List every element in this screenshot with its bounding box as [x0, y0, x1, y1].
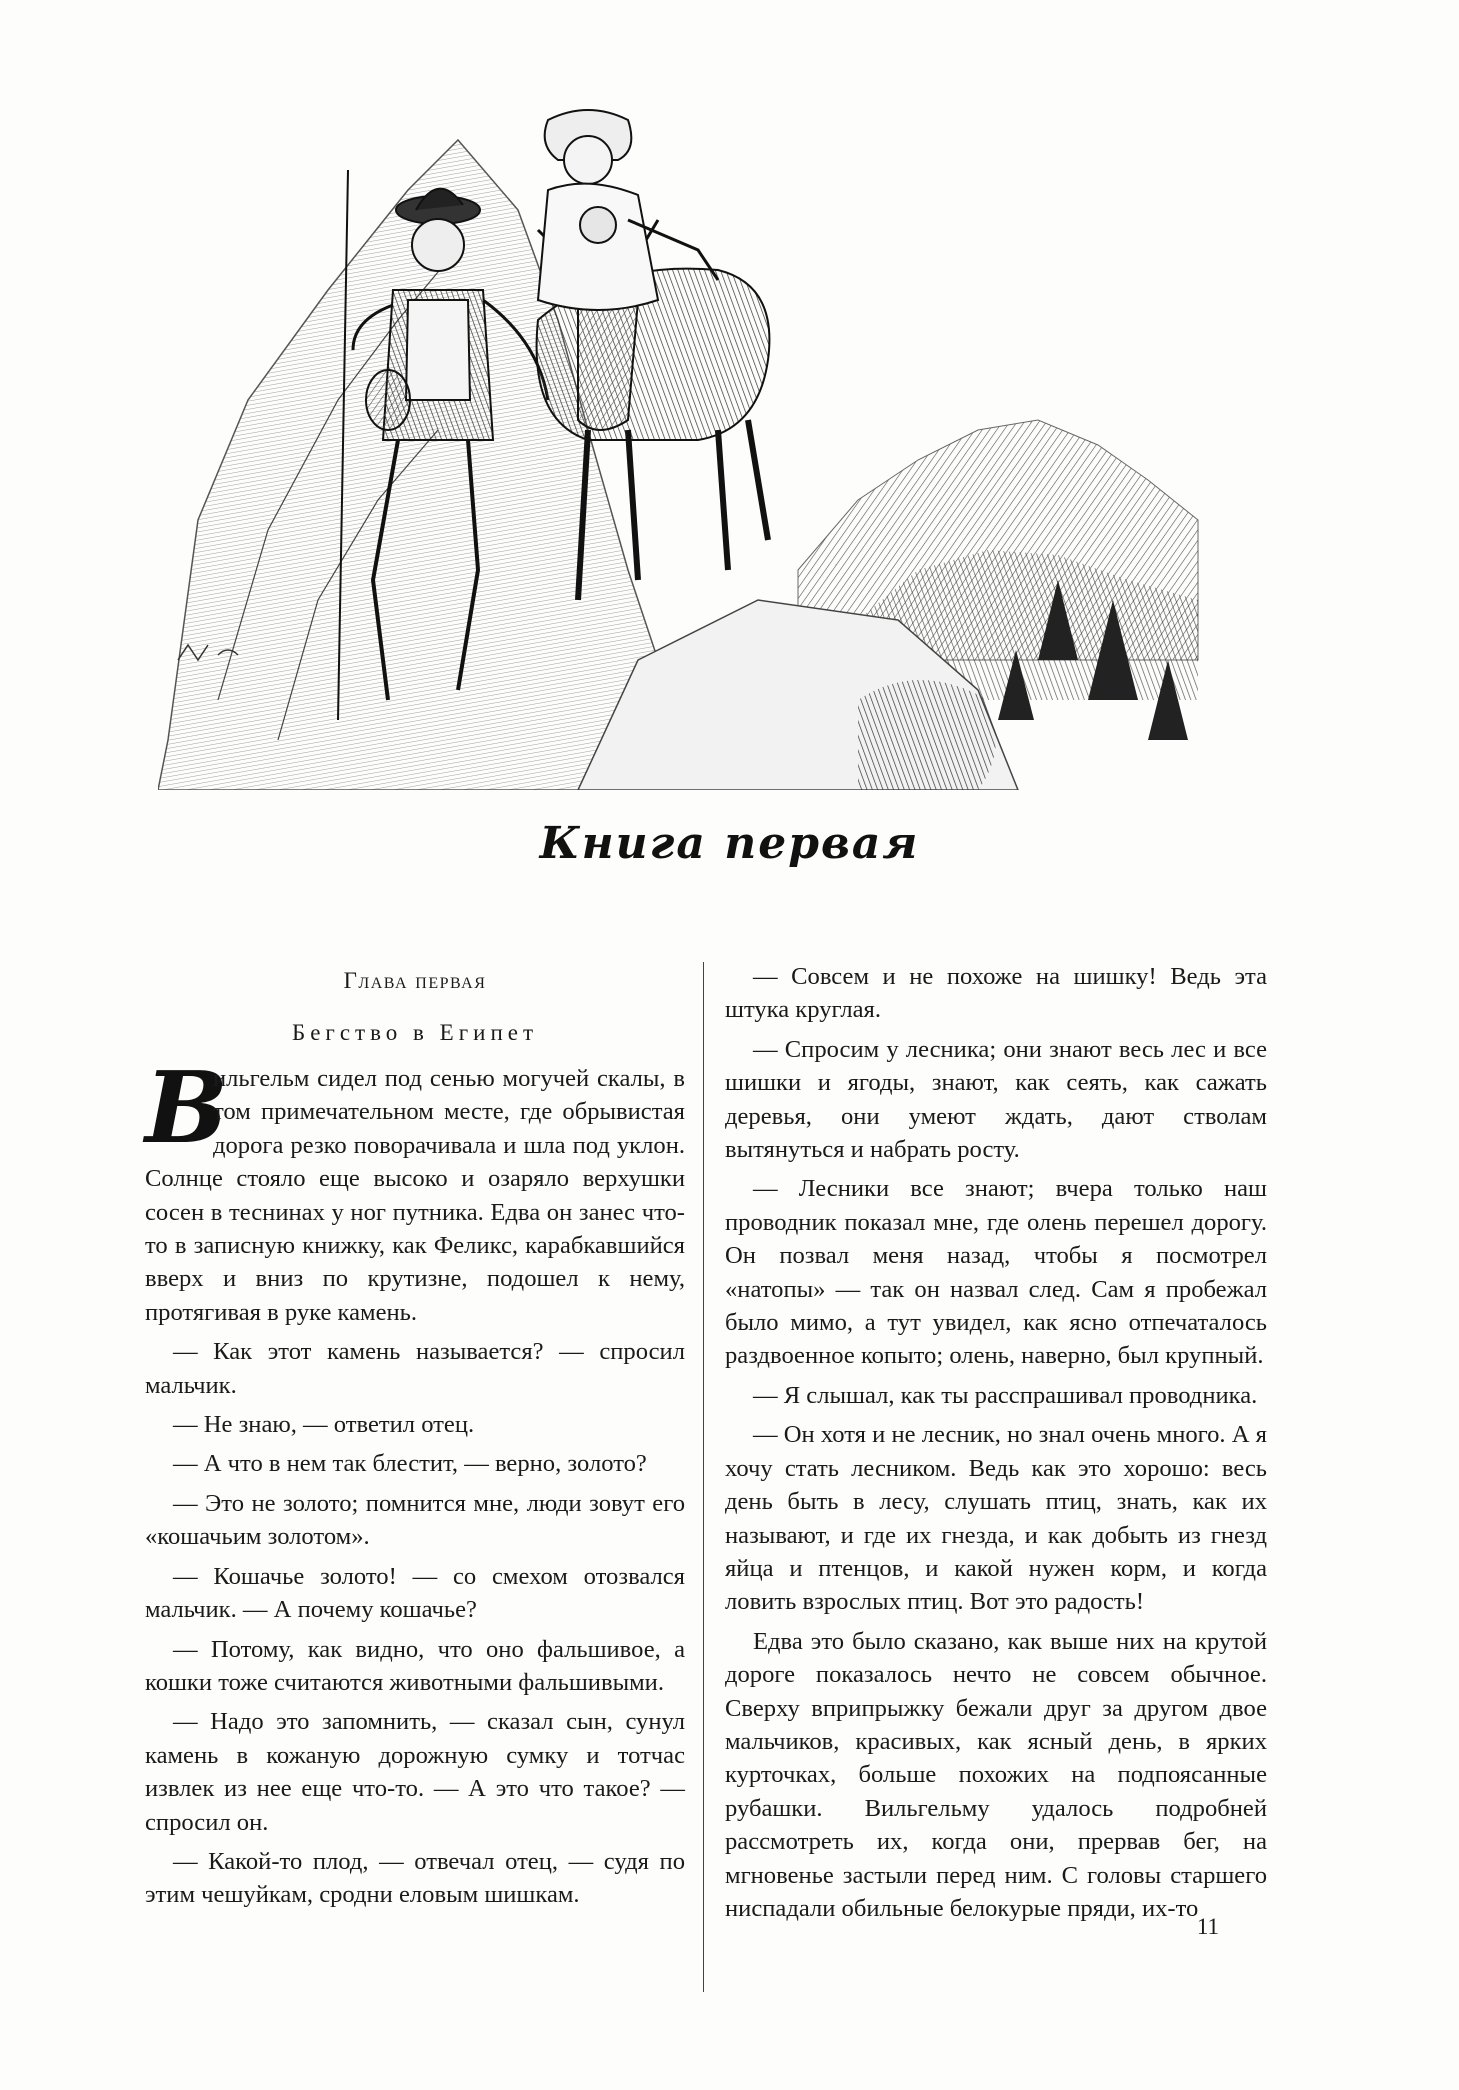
- page-number: 11: [1196, 1914, 1219, 1939]
- paragraph: — Я слышал, как ты расспрашивал проводника.: [753, 1381, 1258, 1409]
- paragraph: — Совсем и не похоже на шишку! Ведь эта штука круглая.: [725, 963, 1267, 1024]
- drop-cap: В: [145, 1051, 228, 1166]
- paragraph: Едва это было сказано, как выше них на крутой дороге показалось нечто не совсем обычное. Сверху вприпрыжку бежали друг за другом двое мальчиков, красивых, как ясный день, в ярких курточках, больше похожих на подпоясанные рубашки. Вильгельму удалось подробней рассмотреть их, когда они, прервав бег, на мгновенье застыли перед ним. С головы старшего ниспадали обильные белокурые пряди, их-то: [725, 1627, 1267, 1922]
- book-title: Книга первая: [539, 818, 920, 869]
- paragraph: — Надо это запомнить, — сказал сын, сунул камень в кожаную дорожную сумку и тотчас извлек из нее еще что-то. — А это что такое? — спросил он.: [145, 1708, 685, 1836]
- paragraph: — Какой-то плод, — отвечал отец, — судя по этим чешуйкам, сродни еловым шишкам.: [145, 1847, 685, 1909]
- chapter-title: Глава первая: [343, 968, 487, 993]
- paragraph: — Он хотя и не лесник, но знал очень много. А я хочу стать лесником. Ведь как это хорошо: весь день быть в лесу, слушать птиц, знать, как их называют, и где их гнезда, и как добыть из гнезд яйца и птенцов, и какой нужен корм, и когда ловить взрослых птиц. Вот это радость!: [725, 1421, 1267, 1616]
- paragraph: — А что в нем так блестит, — верно, золото?: [173, 1450, 647, 1478]
- paragraph: — Не знаю, — ответил отец.: [173, 1411, 475, 1439]
- engraving-travelers-icon: [158, 100, 1208, 790]
- chapter-subtitle: Бегство в Египет: [291, 1020, 539, 1045]
- paragraph: — Кошачье золото! — со смехом отозвался мальчик. — А почему кошачье?: [145, 1562, 685, 1624]
- right-column: [725, 960, 1267, 1931]
- column-divider: [703, 962, 704, 1992]
- left-column: [145, 960, 685, 1918]
- paragraph: — Лесники все знают; вчера только наш проводник показал мне, где олень перешел дорогу. Он позвал меня назад, чтобы я посмотрел «натопы» — так он назвал след. Сам я пробежал было мимо, а тут увидел, как ясно отпечаталось раздвоенное копыто; олень, наверно, был крупный.: [725, 1175, 1267, 1370]
- paragraph: — Это не золото; помнится мне, люди зовут его «кошачьим золотом».: [145, 1489, 685, 1551]
- paragraph: — Как этот камень называется? — спросил мальчик.: [145, 1338, 685, 1399]
- paragraph: — Потому, как видно, что оно фальшивое, а кошки тоже считаются животными фальшивыми.: [145, 1635, 685, 1696]
- paragraph: [145, 1051, 685, 1329]
- paragraph: — Спросим у лесника; они знают весь лес и все шишки и ягоды, знают, как сеять, как сажать деревья, они умеют ждать, дают стволам вытянуться и набрать росту.: [725, 1035, 1267, 1164]
- paragraph-text: ильгельм сидел под сенью могучей скалы, в том примечательном месте, где обрывистая дорога резко поворачивала и шла под уклон. Солнце стояло еще высоко и озаряло верхушки сосен в теснинах у ног путника. Едва он занес что-то в записную книжку, как Феликс, карабкавшийся вверх и вниз по крутизне, подошел к нему, протягивая в руке камень.: [145, 1065, 685, 1326]
